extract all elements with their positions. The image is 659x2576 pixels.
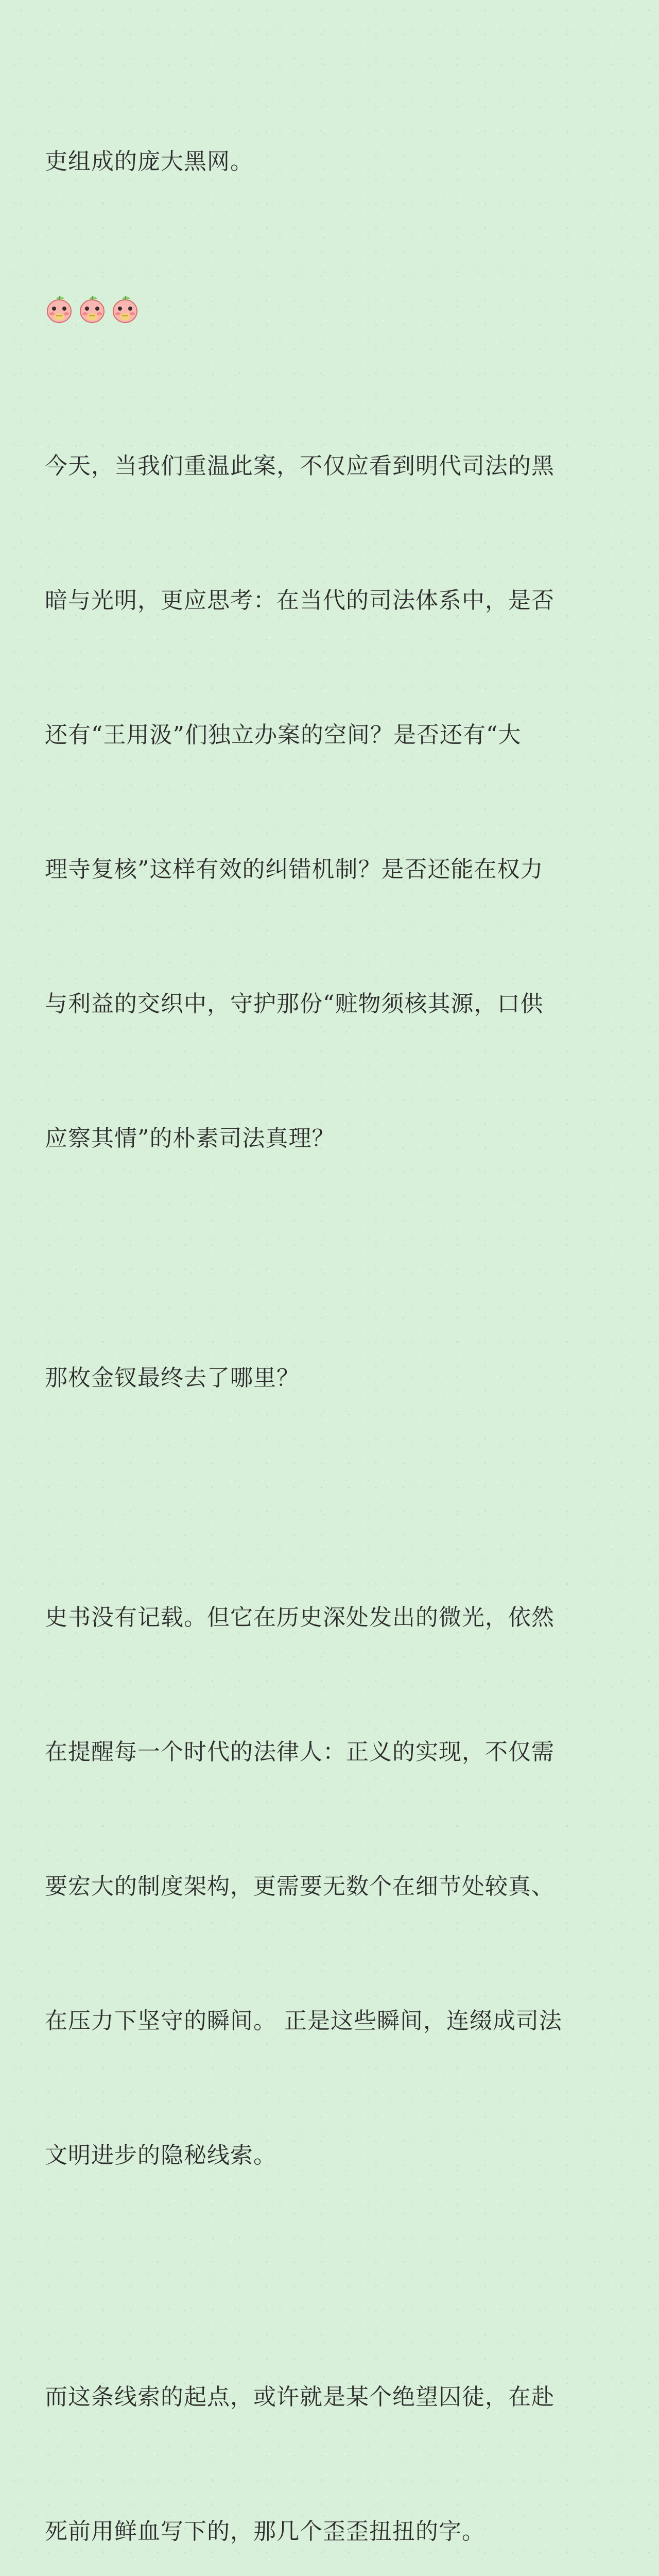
paragraph-line: 今天，当我们重温此案，不仅应看到明代司法的黑 [45,453,554,479]
paragraph-line: 而这条线索的起点，或许就是某个绝望囚徒，在赴 [45,2384,554,2410]
peach-face-emoji-icon [111,294,140,324]
paragraph-5 [45,2285,616,2576]
paragraph-line: 暗与光明，更应思考：在当代的司法体系中，是否 [45,587,554,614]
paragraph-line: 要宏大的制度架构，更需要无数个在细节处较真、 [45,1873,554,1900]
paragraph-line: 死前用鲜血写下的，那几个歪歪扭扭的字。 [45,2518,485,2545]
paragraph-line: 应察其情”的朴素司法真理？ [45,1125,335,1151]
peach-face-emoji-icon [78,294,107,324]
peach-face-emoji-icon [45,294,74,324]
paragraph-line: 理寺复核”这样有效的纠错机制？是否还能在权力 [45,856,544,883]
paragraph-line: 文明进步的隐秘线索。 [45,2142,276,2168]
paragraph-line: 在提醒每一个时代的法律人：正义的实现，不仅需 [45,1739,554,1765]
paragraph-3 [45,1266,616,1490]
paragraph-line: 与利益的交织中，守护那份“赃物须核其源，口供 [45,991,544,1017]
paragraph-line: 在压力下坚守的瞬间。 正是这些瞬间，连缀成司法 [45,2008,562,2034]
paragraph-line: 那枚金钗最终去了哪里？ [45,1365,300,1391]
paragraph-line: 史书没有记载。但它在历史深处发出的微光，依然 [45,1604,554,1631]
paragraph-line: 吏组成的庞大黑网。 [45,148,253,175]
paragraph-4 [45,1505,616,2267]
paragraph-line: 还有“王用汲”们独立办案的空间？是否还有“大 [45,722,522,748]
paragraph-1 [45,49,616,274]
article-body [45,49,616,2576]
emoji-row [45,294,616,324]
paragraph-2 [45,354,616,1250]
